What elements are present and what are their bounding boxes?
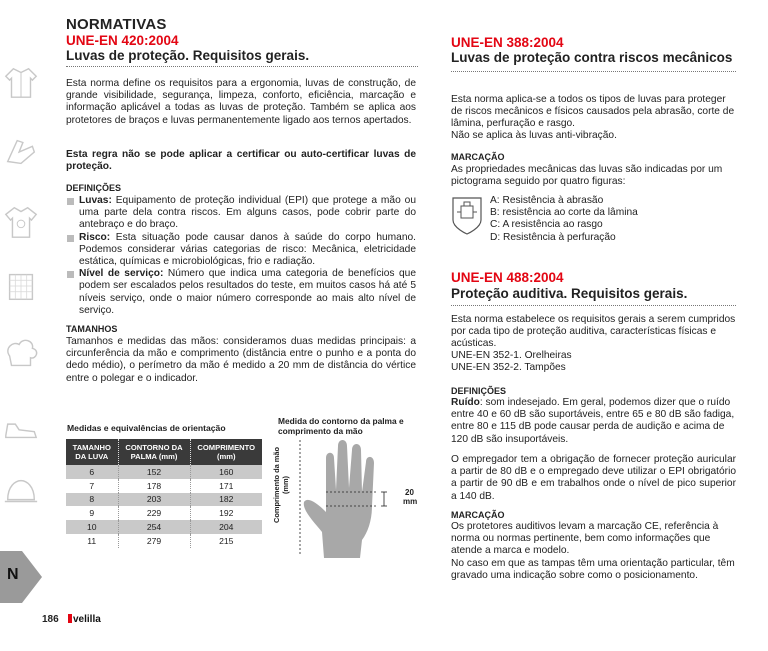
table-cell: 178 xyxy=(118,479,190,493)
s2-definitions-title: DEFINIÇÕES xyxy=(451,386,507,396)
definitions-title: DEFINIÇÕES xyxy=(66,183,122,193)
definitions-list xyxy=(66,195,416,317)
sizes-title: TAMANHOS xyxy=(66,324,118,334)
hand-silhouette xyxy=(304,440,374,558)
sizes-text: Tamanhos e medidas das mãos: consideramos duas medidas principais: a circunferência da mão e comprimento (distância entre o punho e a ponta do dedo médio), o perímetro da mão é medido a 20 mm de distância do vértice entre o polegar e o indicador. xyxy=(66,336,416,384)
s1-standard-title: Luvas de proteção contra riscos mecânicos xyxy=(451,50,736,72)
table-title: Medidas e equivalências de orientação xyxy=(67,423,226,433)
safety-shoe-icon xyxy=(2,407,40,445)
table-header: CONTORNO DA PALMA (mm) xyxy=(118,439,190,465)
glove-icon xyxy=(2,133,40,171)
hand-vertical-label: Comprimento da mão (mm) xyxy=(272,447,290,523)
hand-mm-label: mm xyxy=(403,497,418,506)
s1-text2: Não se aplica às luvas anti-vibração. xyxy=(451,130,617,141)
section-heading: NORMATIVAS xyxy=(66,16,167,33)
s1-marking-list xyxy=(490,195,638,244)
hand-measure-diagram xyxy=(296,436,406,560)
hand-20-label: 20 xyxy=(405,488,414,497)
table-cell: 171 xyxy=(190,479,262,493)
definition-item: Luvas: Equipamento de proteção individual (EPI) que protege a mão ou uma parte dela contra riscos. Em alguns casos, pode cobrir parte do antebraço e do braço. xyxy=(66,195,416,232)
s2-standard-code: UNE-EN 488:2004 xyxy=(451,270,564,285)
table-cell: 152 xyxy=(118,465,190,479)
table-row xyxy=(66,520,262,534)
left-standard-code: UNE-EN 420:2004 xyxy=(66,33,179,48)
s2-std1: UNE-EN 352-1. Orelheiras xyxy=(451,350,572,361)
s1-standard-code: UNE-EN 388:2004 xyxy=(451,35,564,50)
definition-item: Risco: Esta situação pode causar danos à saúde do corpo humano. Podemos considerar várias categorias de risco: Mecânica, eletricidade estática, químicas e microbiológicas, frio e radiação. xyxy=(66,232,416,269)
sidebar-category-icons xyxy=(0,35,48,595)
size-table xyxy=(66,439,262,548)
left-standard-title: Luvas de proteção. Requisitos gerais. xyxy=(66,48,418,67)
helmet-icon xyxy=(2,473,40,511)
table-cell: 9 xyxy=(66,506,118,520)
brand-logo: velilla xyxy=(68,614,101,625)
table-cell: 6 xyxy=(66,465,118,479)
s2-definition: Ruído: som indesejado. Em geral, podemos dizer que o ruído entre 40 e 60 dB são suportáveis, entre 65 e 80 dB são fadiga, entre 80 e 115 dB pode causar perda de audição e acima de 120 dB são insuportáveis. xyxy=(451,397,735,445)
s2-marking-title: MARCAÇÃO xyxy=(451,510,505,520)
hand-figure-title: Medida do contorno da palma e comprimento da mão xyxy=(278,416,404,436)
s2-obligation: O empregador tem a obrigação de fornecer proteção auricular a partir de 80 dB e o empregado deve utilizar o EPI obrigatório a partir de 90 dB e em trabalhos onde o nível de pico superior a 140 dB. xyxy=(451,454,736,502)
s2-marking-text2: No caso em que as tampas têm uma orientação particular, têm gravado uma indicação sobre como o posicionamento. xyxy=(451,558,735,582)
s1-text: Esta norma aplica-se a todos os tipos de luvas para proteger de riscos mecânicos e físicos causados pela abrasão, corte de lâmina, perfuração e rasgo. xyxy=(451,94,735,130)
s2-standard-title: Proteção auditiva. Requisitos gerais. xyxy=(451,286,736,306)
table-row xyxy=(66,506,262,520)
table-cell: 279 xyxy=(118,534,190,548)
mesh-glove-icon xyxy=(2,267,40,305)
table-cell: 7 xyxy=(66,479,118,493)
table-cell: 254 xyxy=(118,520,190,534)
page-number: 186 xyxy=(42,614,59,625)
left-rule: Esta regra não se pode aplicar a certificar ou auto-certificar luvas de proteção. xyxy=(66,149,416,173)
table-header: TAMANHO DA LUVA xyxy=(66,439,118,465)
table-cell: 8 xyxy=(66,493,118,507)
s1-marking-text: As propriedades mecânicas das luvas são indicadas por um pictograma seguido por quatro figuras: xyxy=(451,164,723,188)
table-cell: 215 xyxy=(190,534,262,548)
table-cell: 229 xyxy=(118,506,190,520)
jacket-icon xyxy=(2,63,40,101)
table-row xyxy=(66,534,262,548)
table-row xyxy=(66,479,262,493)
s2-text: Esta norma estabelece os requisitos gerais a serem cumpridos por cada tipo de proteção auditiva, características físicas e acústicas. xyxy=(451,314,736,350)
table-cell: 192 xyxy=(190,506,262,520)
table-header: COMPRIMENTO (mm) xyxy=(190,439,262,465)
list-item: A: Resistência à abrasão xyxy=(490,195,604,206)
chef-hat-icon xyxy=(2,335,40,373)
s1-marking-title: MARCAÇÃO xyxy=(451,152,505,162)
table-cell: 160 xyxy=(190,465,262,479)
table-cell: 204 xyxy=(190,520,262,534)
definition-item: Nível de serviço: Número que indica uma categoria de benefícios que podem ser escalados pelos resultados do teste, em muitos casos há até 5 níveis serviço, onde o maior número corresponde ao mais alto nível de serviço. xyxy=(66,268,416,317)
s2-std2: UNE-EN 352-2. Tampões xyxy=(451,362,566,373)
s2-marking-text: Os protetores auditivos levam a marcação CE, referência à norma ou normas pertinente, bem como informações que atende a marca e modelo. xyxy=(451,521,719,557)
table-cell: 11 xyxy=(66,534,118,548)
table-cell: 182 xyxy=(190,493,262,507)
table-header-row xyxy=(66,439,262,465)
mechanical-risk-pictogram-icon xyxy=(451,196,483,236)
table-cell: 10 xyxy=(66,520,118,534)
table-row xyxy=(66,465,262,479)
list-item: B: resistência ao corte da lâmina xyxy=(490,207,638,219)
section-tab-letter: N xyxy=(7,566,19,583)
table-cell: 203 xyxy=(118,493,190,507)
table-row xyxy=(66,493,262,507)
shirt-icon xyxy=(2,203,40,241)
left-intro: Esta norma define os requisitos para a ergonomia, luvas de construção, de grande visibilidade, segurança, limpeza, conforto, eficiência, marcação e informação aplicável a todas as luvas de proteção. Também se aplica aos protetores de braços e luvas permanentemente ligado aos ternos apertados. xyxy=(66,78,416,126)
list-item: C: A resistência ao rasgo xyxy=(490,219,603,231)
list-item: D: Resistência à perfuração xyxy=(490,231,616,243)
